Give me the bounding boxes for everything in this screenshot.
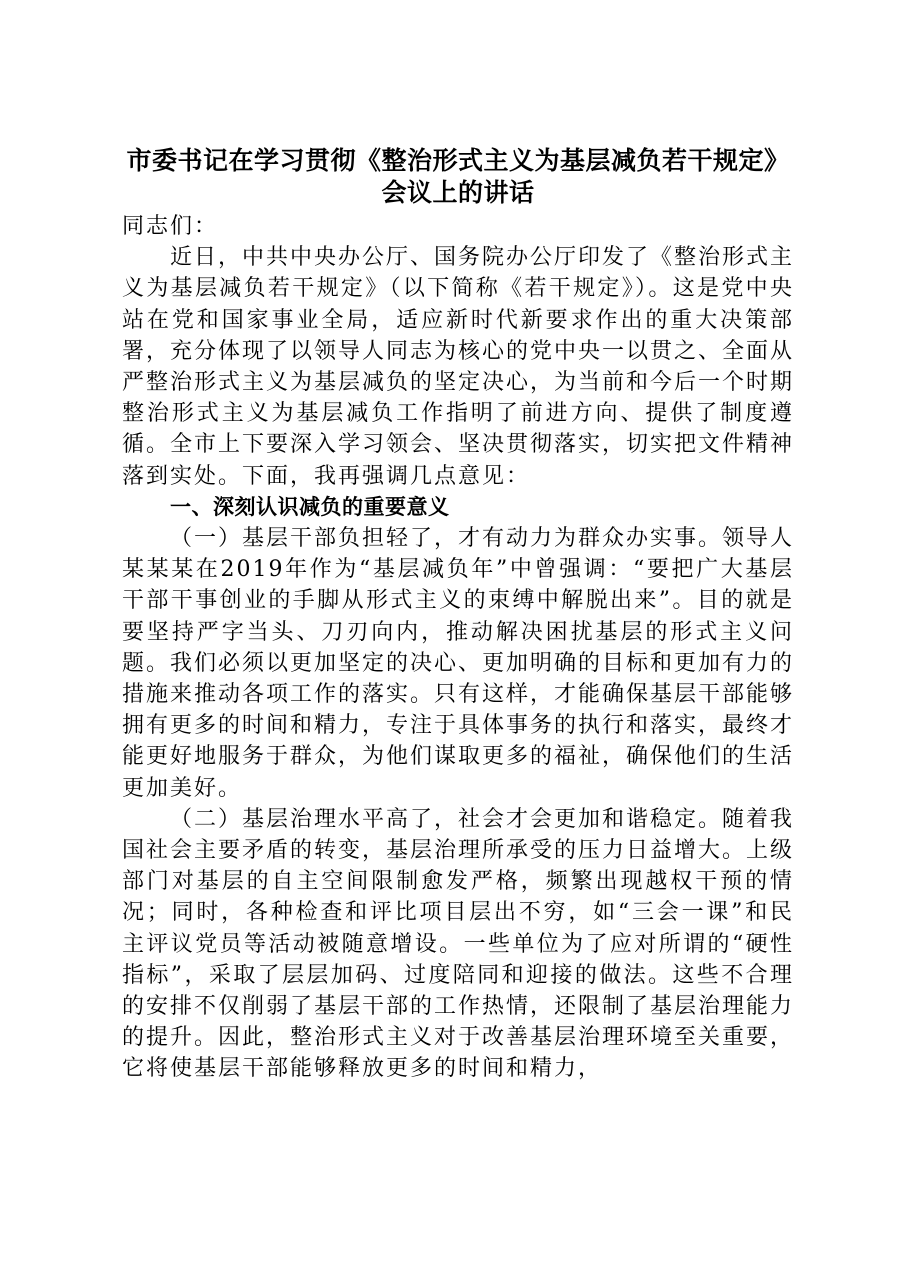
document-title: 市委书记在学习贯彻《整治形式主义为基层减负若干规定》会议上的讲话 — [126, 146, 790, 207]
point-2-paragraph: （二）基层治理水平高了，社会才会更加和谐稳定。随着我国社会主要矛盾的转变，基层治理所承受的压力日益增大。上级部门对基层的自主空间限制愈发严格，频繁出现越权干预的情况；同时，各种检查和评比项目层出不穷，如“三会一课”和民主评议党员等活动被随意增设。一些单位为了应对所谓的“硬性指标”，采取了层层加码、过度陪同和迎接的做法。这些不合理的安排不仅削弱了基层干部的工作热情，还限制了基层治理能力的提升。因此，整治形式主义对于改善基层治理环境至关重要，它将使基层干部能够释放更多的时间和精力， — [122, 806, 795, 1082]
point-1-paragraph: （一）基层干部负担轻了，才有动力为群众办实事。领导人某某某在2019年作为“基层减负年”中曾强调：“要把广大基层干部干事创业的手脚从形式主义的束缚中解脱出来”。目的就是要坚持严字当头、刀刃向内，推动解决困扰基层的形式主义问题。我们必须以更加坚定的决心、更加明确的目标和更加有力的措施来推动各项工作的落实。只有这样，才能确保基层干部能够拥有更多的时间和精力，专注于具体事务的执行和落实，最终才能更好地服务于群众，为他们谋取更多的福祉，确保他们的生活更加美好。 — [122, 526, 795, 801]
section-heading-1: 一、深刻认识减负的重要意义 — [170, 494, 450, 519]
salutation: 同志们： — [122, 214, 219, 239]
intro-paragraph: 近日，中共中央办公厅、国务院办公厅印发了《整治形式主义为基层减负若干规定》（以下简称《若干规定》）。这是党中央站在党和国家事业全局，适应新时代新要求作出的重大决策部署，充分体现了以领导人同志为核心的党中央一以贯之、全面从严整治形式主义为基层减负的坚定决心，为当前和今后一个时期整治形式主义为基层减负工作指明了前进方向、提供了制度遵循。全市上下要深入学习领会、坚决贯彻落实，切实把文件精神落到实处。下面，我再强调几点意见： — [122, 245, 795, 489]
document-page — [122, 145, 794, 1085]
